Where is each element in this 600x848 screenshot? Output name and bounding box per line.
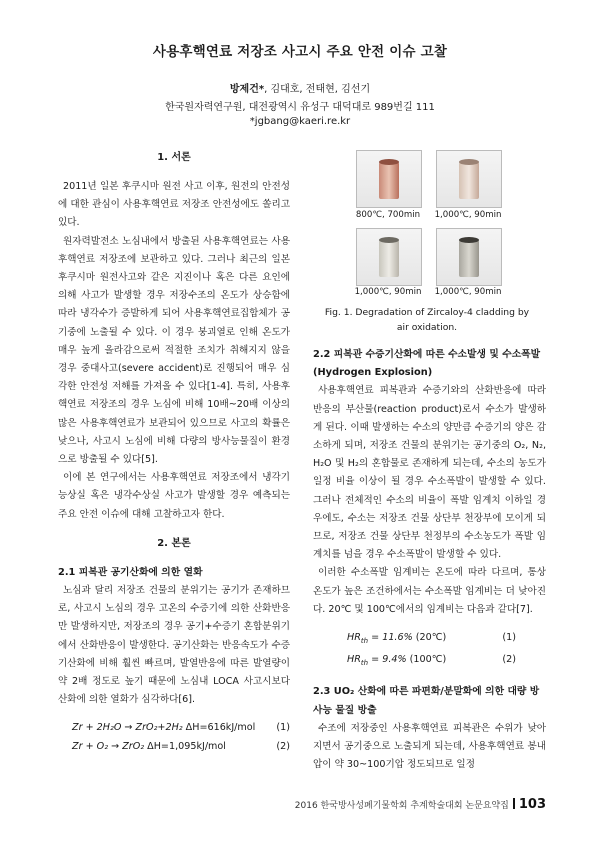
intro-paragraph-3: 이에 본 연구에서는 사용후핵연료 저장조에서 냉각기능상실 혹은 냉각수상실 사고가 발생할 경우 예측되는 주요 안전 이슈에 대해 고찰하고자 한다. [58,472,290,520]
equation-1-number: (1) [276,722,290,734]
corresponding-mark: * [258,84,265,95]
equation-3-subscript: th [360,636,369,645]
equation-1-enthalpy: ΔH=616kJ/mol [182,722,256,734]
intro-paragraph-2: 원자력발전소 노심내에서 방출된 사용후핵연료는 사용후핵연료 저장조에 보관하고 있다. 그러나 최근의 일본 후쿠시마 원전사고와 같은 지진이나 혹은 다른 요인에 의해 사고가 발생할 경우 저장수조의 온도가 상승함에 따라 냉각수가 증발하게 되어 사용후핵연료집합체가 공기중에 노출될 수 있다. 이 경우 붕괴열로 인해 온도가 매우 높게 올라감으로써 적절한 조치가 취해지지 않을 경우 중대사고(severe accident)로 진행되어 매우 심각한 안전성 저해를 가져올 수 있다[1-4]. 특히, 사용후핵연료 저장조의 경우 노심에 비해 10배~20배 이상의 많은 사용후핵연료가 보관되어 있으므로 사고의 확률은 낮으나, 사고시 노심에 비해 다량의 방사능물질이 환경으로 방출될 수 있다[5]. [58,235,290,466]
equation-3-number: (1) [502,632,516,644]
equation-4-condition: (100℃) [406,654,447,666]
equation-3 [313,629,546,647]
equation-4-value: = 9.4% [368,654,407,666]
equation-2-formula: Zr + O₂ → ZrO₂ [72,740,145,752]
paper-title: 사용후핵연료 저장조 사고시 주요 안전 이슈 고찰 [152,44,448,60]
body-heading: 2. 본론 [157,537,191,549]
email: *jgbang@kaeri.re.kr [249,116,351,127]
page-number: 103 [518,797,546,812]
specimen-photo-1 [356,150,422,208]
left-column [58,146,290,756]
equation-3-value: = 11.6% [368,632,413,644]
right-column [313,346,546,774]
equation-3-condition: (20℃) [412,632,447,644]
section-2-3-heading: 2.3 UO₂ 산화에 따른 파편화/분말화에 의한 대량 방사능 물질 방출 [313,686,540,716]
section-2-3-paragraph: 수조에 저장중인 사용후핵연료 피복관은 수위가 낮아지면서 공기중으로 노출되게 되는데, 사용후핵연료 봉내압이 약 30~100기압 정도되므로 일정 [313,722,546,771]
affiliation: 한국원자력연구원, 대전광역시 유성구 대덕대로 989번길 111 [165,102,435,113]
co-authors: , 김대호, 전태현, 김선기 [264,84,371,95]
intro-heading: 1. 서론 [157,152,191,163]
specimen-photo-4 [436,228,502,286]
intro-paragraph-1: 2011년 일본 후쿠시마 원전 사고 이후, 원전의 안전성에 대한 관심이 사용후핵연료 저장조 안전성에도 쏠리고 있다. [58,181,290,229]
section-2-2-heading: 2.2 피복관 수증기산화에 따른 수소발생 및 수소폭발(Hydrogen Explosion) [313,349,541,379]
equation-1 [58,719,290,737]
specimen-photo-2 [436,150,502,208]
specimen-photo-3 [356,228,422,286]
equation-2-number: (2) [276,740,290,752]
specimen-label-2: 1,000℃, 90min [434,210,502,220]
author-line [0,80,600,95]
footer-text: 2016 한국방사성폐기물학회 추계학술대회 논문요약집 [294,801,509,811]
equation-4-symbol: HR [347,654,361,666]
equation-4-number: (2) [502,654,516,666]
equation-4 [313,651,546,669]
footer-divider [513,798,515,809]
specimen-label-4: 1,000℃, 90min [434,287,502,297]
equation-4-subscript: th [360,659,369,668]
section-2-1-heading: 2.1 피복관 공기산화에 의한 열화 [58,566,203,578]
equation-3-symbol: HR [347,632,361,644]
specimen-label-3: 1,000℃, 90min [354,287,422,297]
specimen-label-1: 800℃, 700min [355,210,421,220]
section-2-2-paragraph-2: 이러한 수소폭발 임계비는 온도에 따라 다르며, 통상 온도가 높은 조건하에서는 수소폭발 임계비는 더 낮아진다. 20℃ 및 100℃에서의 임계비는 다음과 같다[7]. [313,567,546,615]
equation-2 [58,738,290,756]
section-2-2-paragraph-1: 사용후핵연료 피복관과 수증기와의 산화반응에 따라 반응의 부산물(reaction product)로서 수소가 발생하게 된다. 이때 발생하는 수소의 양만큼 수증기의 양은 감소하게 되며, 저장조 건물의 분위기는 공기중의 O₂, N₂, H₂O 및 H₂의 혼합물로 존재하게 되는데, 수소의 농도가 일정 비율 이상이 될 경우 수소폭발이 발생할 수 있다. 그러나 전체적인 수소의 비율이 폭발 임계치 이하일 경우에도, 수소는 저장조 건물 상단부 천장부에 모이게 되므로, 저장조 건물 상단부 천정부의 수소농도가 폭발 임계치를 넘을 경우 수소폭발이 발생할 수 있다. [313,385,546,561]
section-2-1-paragraph: 노심과 달리 저장조 건물의 분위기는 공기가 존재하므로, 사고시 노심의 경우 고온의 수증기에 의한 산화반응만 발생하지만, 저장조의 경우 공기+수증기 혼합분위기에서 산화반응이 발생한다. 공기산화는 반응속도가 수증기산화에 비해 훨씬 빠르며, 발열반응에 따른 발열량이 약 2배 정도로 높기 때문에 노심내 LOCA 사고시보다 산화에 의한 열화가 심각하다[6]. [58,585,290,706]
page-footer [0,797,546,812]
equation-2-enthalpy: ΔH=1,095kJ/mol [144,740,226,752]
figure-caption: Fig. 1. Degradation of Zircaloy-4 cladding by air oxidation. [324,307,530,333]
equation-1-formula: Zr + 2H₂O → ZrO₂+2H₂ [72,722,183,734]
lead-author: 방제건 [229,84,259,95]
